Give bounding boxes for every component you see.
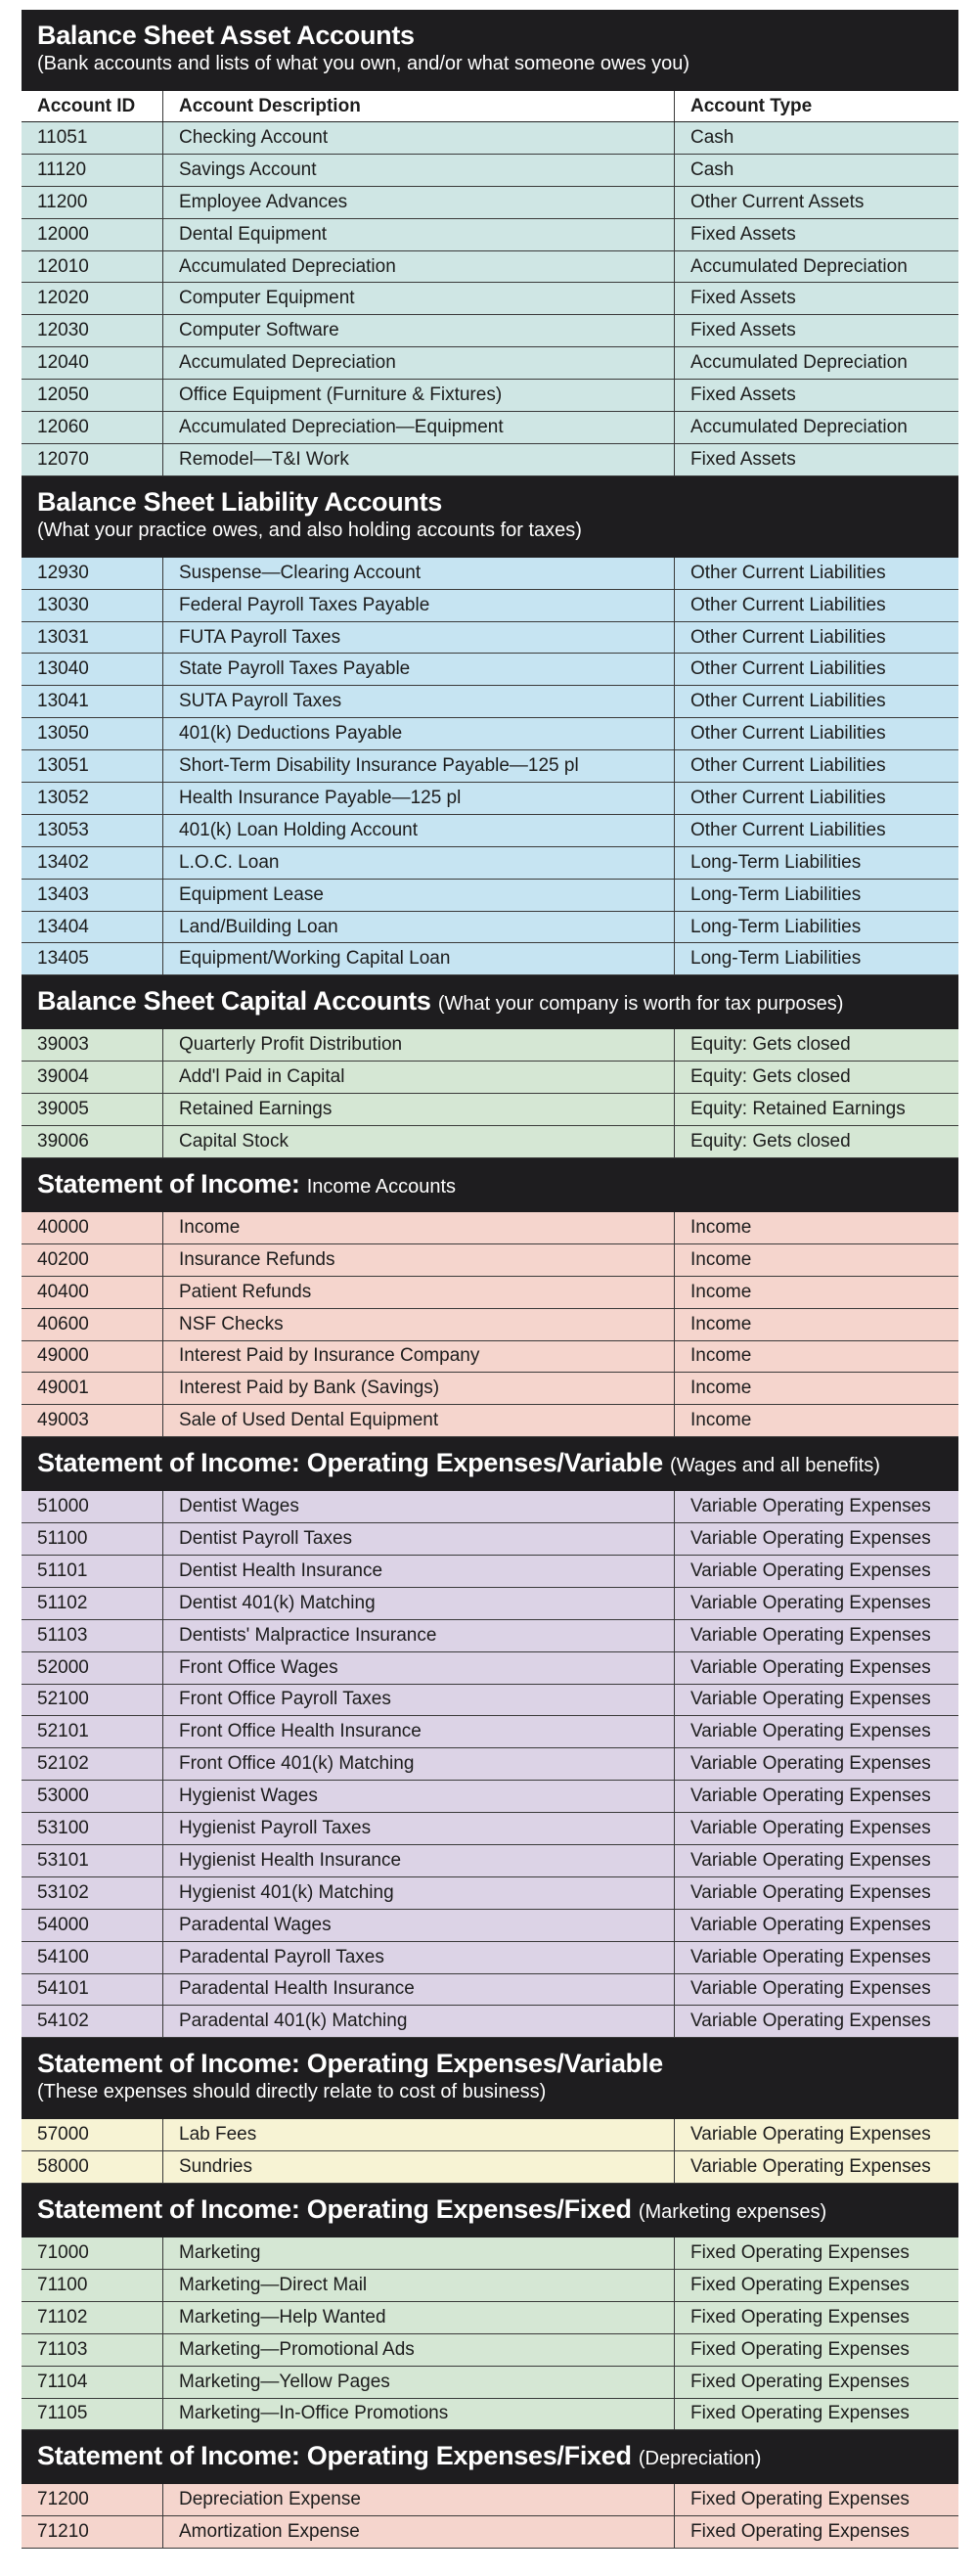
section-title [37,1446,958,1482]
section-title [37,2047,958,2080]
table-row [22,251,958,284]
account-id-cell: 52100 [22,1685,163,1716]
account-type-cell: Equity: Gets closed [690,1130,851,1152]
account-id-cell: 12020 [22,283,163,314]
table-row [22,654,958,686]
account-description-cell: 401(k) Loan Holding Account [163,815,675,846]
table-row [22,1244,958,1277]
account-type-cell: Long-Term Liabilities [690,916,862,937]
account-id-cell: 12030 [22,315,163,346]
account-id-cell: 12070 [22,444,163,475]
account-description-cell: Interest Paid by Bank (Savings) [163,1373,675,1404]
account-type-cell: Long-Term Liabilities [690,883,862,905]
table-row [22,1877,958,1910]
table-row [22,1277,958,1309]
account-id-cell: 52101 [22,1716,163,1747]
account-type-cell: Income [690,1248,752,1270]
account-type-cell: Other Current Liabilities [690,819,886,840]
account-type-cell: Fixed Operating Expenses [690,2242,910,2264]
table-row [22,1126,958,1158]
account-type-cell: Equity: Gets closed [690,1066,851,1088]
section-header [22,2430,958,2484]
account-id-cell: 13040 [22,654,163,685]
account-type-cell: Other Current Assets [690,191,865,212]
account-description-cell: FUTA Payroll Taxes [163,622,675,654]
account-description-cell: Land/Building Loan [163,912,675,943]
account-description-cell: L.O.C. Loan [163,847,675,879]
account-id-cell: 12010 [22,251,163,283]
section-title [37,2192,958,2229]
account-id-cell: 13053 [22,815,163,846]
account-type-cell: Fixed Operating Expenses [690,2306,910,2327]
account-id-cell: 40600 [22,1309,163,1340]
table-row [22,1212,958,1244]
table-row [22,1523,958,1556]
account-description-cell: Income [163,1212,675,1243]
account-description-cell: Sundries [163,2151,675,2183]
account-id-cell: 12050 [22,380,163,411]
account-description-cell: Suspense—Clearing Account [163,558,675,589]
account-description-cell: Depreciation Expense [163,2484,675,2515]
account-description-cell: Front Office Payroll Taxes [163,1685,675,1716]
account-id-cell: 13052 [22,783,163,814]
section-header [22,1437,958,1491]
account-description-cell: Marketing—Direct Mail [163,2270,675,2301]
account-type-cell: Other Current Liabilities [690,658,886,680]
account-description-cell: Accumulated Depreciation—Equipment [163,412,675,443]
table-row [22,880,958,912]
table-row [22,2484,958,2516]
account-description-cell: Hygienist Health Insurance [163,1845,675,1876]
table-row [22,1813,958,1845]
account-description-cell: Marketing—In-Office Promotions [163,2399,675,2430]
account-type-cell: Variable Operating Expenses [690,1624,931,1646]
account-description-cell: Savings Account [163,155,675,186]
account-type-cell: Accumulated Depreciation [690,255,908,277]
section-inline-note: (Depreciation) [638,2448,762,2470]
table-row [22,2119,958,2151]
account-description-cell: Paradental 401(k) Matching [163,2006,675,2037]
account-type-cell: Other Current Liabilities [690,691,886,712]
account-id-cell: 51101 [22,1556,163,1587]
account-id-cell: 39003 [22,1029,163,1061]
section-title [37,1167,958,1203]
table-row [22,1716,958,1748]
account-description-cell: Equipment/Working Capital Loan [163,943,675,974]
table-row [22,1373,958,1405]
account-id-cell: 71100 [22,2270,163,2301]
table-row [22,2237,958,2270]
account-id-cell: 40200 [22,1244,163,1276]
account-id-cell: 13030 [22,590,163,621]
section-title-text: Statement of Income: [37,1168,300,1198]
account-description-cell: Front Office Wages [163,1652,675,1684]
section-title-text: Statement of Income: Operating Expenses/Variable [37,2049,663,2079]
section-header [22,2038,958,2119]
account-description-cell: Office Equipment (Furniture & Fixtures) [163,380,675,411]
section-title-text: Statement of Income: Operating Expenses/Variable [37,1448,663,1478]
account-type-cell: Variable Operating Expenses [690,2011,931,2032]
account-description-cell: Computer Software [163,315,675,346]
section-header [22,975,958,1029]
account-type-cell: Variable Operating Expenses [690,1528,931,1549]
table-row [22,1341,958,1374]
account-type-cell: Variable Operating Expenses [690,1881,931,1903]
account-description-cell: Dentist Wages [163,1491,675,1522]
account-type-cell: Income [690,1313,752,1334]
table-row [22,1974,958,2007]
section-header [22,10,958,91]
account-type-cell: Long-Term Liabilities [690,948,862,970]
table-row [22,1094,958,1126]
table-row [22,187,958,219]
table-row [22,847,958,880]
column-header-row [22,91,958,122]
account-description-cell: Dentist Payroll Taxes [163,1523,675,1555]
account-id-cell: 54102 [22,2006,163,2037]
account-type-cell: Variable Operating Expenses [690,1849,931,1871]
account-type-cell: Equity: Gets closed [690,1034,851,1056]
account-type-cell: Variable Operating Expenses [690,1656,931,1678]
account-type-cell: Fixed Assets [690,223,796,245]
table-row [22,750,958,783]
account-id-cell: 54000 [22,1910,163,1941]
account-type-cell: Equity: Retained Earnings [690,1099,906,1120]
account-description-cell: Short-Term Disability Insurance Payable—125 pl [163,750,675,782]
account-description-cell: Dentists' Malpractice Insurance [163,1620,675,1651]
account-id-cell: 49003 [22,1405,163,1436]
account-type-cell: Variable Operating Expenses [690,1914,931,1935]
account-description-cell: Interest Paid by Insurance Company [163,1341,675,1373]
table-row [22,1309,958,1341]
account-id-cell: 58000 [22,2151,163,2183]
section-subtitle: (These expenses should directly relate to cost of business) [37,2081,547,2103]
account-id-cell: 12000 [22,219,163,250]
account-description-cell: Paradental Health Insurance [163,1974,675,2006]
section-title-text: Balance Sheet Liability Accounts [37,486,443,517]
account-id-cell: 54101 [22,1974,163,2006]
table-row [22,622,958,655]
account-type-cell: Variable Operating Expenses [690,1978,931,2000]
account-description-cell: Hygienist 401(k) Matching [163,1877,675,1909]
table-row [22,783,958,815]
table-row [22,815,958,847]
account-type-cell: Accumulated Depreciation [690,416,908,437]
table-row [22,412,958,444]
table-row [22,2516,958,2549]
account-type-cell: Other Current Liabilities [690,594,886,615]
account-type-cell: Variable Operating Expenses [690,1785,931,1807]
table-row [22,912,958,944]
account-type-cell: Variable Operating Expenses [690,1592,931,1613]
table-row [22,2302,958,2334]
account-id-cell: 53101 [22,1845,163,1876]
section-title-text: Balance Sheet Asset Accounts [37,21,415,50]
section-inline-note: (What your company is worth for tax purposes) [437,993,844,1016]
account-description-cell: Federal Payroll Taxes Payable [163,590,675,621]
section-title-text: Statement of Income: Operating Expenses/Fixed [37,2441,632,2471]
table-row [22,1556,958,1588]
account-id-cell: 39005 [22,1094,163,1125]
account-id-cell: 13403 [22,880,163,911]
table-row [22,718,958,750]
account-description-cell: Dentist 401(k) Matching [163,1588,675,1619]
account-id-cell: 13402 [22,847,163,879]
account-type-cell: Variable Operating Expenses [690,1689,931,1710]
table-row [22,1620,958,1652]
table-row [22,2367,958,2399]
table-row [22,380,958,412]
account-id-cell: 12930 [22,558,163,589]
account-id-cell: 12060 [22,412,163,443]
account-id-cell: 39004 [22,1062,163,1093]
section-inline-note: Income Accounts [306,1175,457,1198]
account-id-cell: 49001 [22,1373,163,1404]
account-type-cell: Income [690,1216,752,1238]
section-header [22,1158,958,1212]
account-type-cell: Other Current Liabilities [690,723,886,745]
account-description-cell: Dentist Health Insurance [163,1556,675,1587]
account-id-cell: 13404 [22,912,163,943]
account-id-cell: 51000 [22,1491,163,1522]
table-row [22,122,958,155]
section-subtitle: (What your practice owes, and also holding accounts for taxes) [37,519,582,541]
account-description-cell: Employee Advances [163,187,675,218]
table-row [22,1405,958,1437]
account-id-cell: 40000 [22,1212,163,1243]
account-description-cell: Hygienist Wages [163,1781,675,1812]
account-id-cell: 71102 [22,2302,163,2333]
account-description-cell: State Payroll Taxes Payable [163,654,675,685]
table-row [22,558,958,590]
account-description-cell: Marketing—Promotional Ads [163,2334,675,2366]
table-row [22,2399,958,2431]
table-row [22,2270,958,2302]
account-type-cell: Variable Operating Expenses [690,1721,931,1742]
table-row [22,1652,958,1685]
account-description-cell: SUTA Payroll Taxes [163,686,675,717]
account-id-cell: 39006 [22,1126,163,1157]
account-type-cell: Variable Operating Expenses [690,2124,931,2146]
table-row [22,2151,958,2184]
account-description-cell: Amortization Expense [163,2516,675,2548]
account-id-cell: 13050 [22,718,163,749]
section-title [37,485,958,519]
account-type-cell: Fixed Operating Expenses [690,2521,910,2543]
account-description-cell: Paradental Wages [163,1910,675,1941]
account-type-cell: Variable Operating Expenses [690,1753,931,1775]
account-description-cell: Add'l Paid in Capital [163,1062,675,1093]
account-description-cell: Dental Equipment [163,219,675,250]
account-type-cell: Income [690,1345,752,1367]
account-type-cell: Fixed Assets [690,320,796,341]
section-inline-note: (Marketing expenses) [638,2201,827,2224]
section-title-text: Balance Sheet Capital Accounts [37,986,431,1017]
account-type-cell: Variable Operating Expenses [690,1818,931,1839]
account-type-cell: Income [690,1281,752,1302]
table-row [22,1910,958,1942]
table-row [22,1062,958,1094]
account-id-cell: 71000 [22,2237,163,2269]
account-type-cell: Variable Operating Expenses [690,1496,931,1517]
account-type-cell: Fixed Assets [690,288,796,309]
account-type-cell: Income [690,1410,752,1431]
table-row [22,1748,958,1781]
account-type-cell: Other Current Liabilities [690,562,886,583]
account-id-cell: 11120 [22,155,163,186]
column-header-account-id: Account ID [22,91,163,121]
table-row [22,1781,958,1813]
account-description-cell: Computer Equipment [163,283,675,314]
account-description-cell: Health Insurance Payable—125 pl [163,783,675,814]
account-type-cell: Fixed Operating Expenses [690,2403,910,2424]
account-id-cell: 52000 [22,1652,163,1684]
account-type-cell: Income [690,1378,752,1399]
account-id-cell: 12040 [22,347,163,379]
account-description-cell: Marketing—Yellow Pages [163,2367,675,2398]
account-description-cell: Equipment Lease [163,880,675,911]
account-type-cell: Variable Operating Expenses [690,1559,931,1581]
account-description-cell: Paradental Payroll Taxes [163,1942,675,1973]
account-description-cell: Marketing [163,2237,675,2269]
account-id-cell: 51103 [22,1620,163,1651]
account-type-cell: Other Current Liabilities [690,626,886,648]
section-title [37,2439,958,2475]
account-id-cell: 13031 [22,622,163,654]
account-description-cell: Sale of Used Dental Equipment [163,1405,675,1436]
account-description-cell: 401(k) Deductions Payable [163,718,675,749]
table-row [22,686,958,718]
account-id-cell: 51102 [22,1588,163,1619]
column-header-account-type: Account Type [690,95,813,116]
column-header-account-description: Account Description [163,91,675,121]
table-row [22,315,958,347]
account-description-cell: Patient Refunds [163,1277,675,1308]
account-type-cell: Long-Term Liabilities [690,851,862,873]
table-row [22,1588,958,1620]
table-row [22,2006,958,2038]
table-row [22,590,958,622]
account-id-cell: 13041 [22,686,163,717]
section-title-text: Statement of Income: Operating Expenses/Fixed [37,2194,632,2225]
account-description-cell: Accumulated Depreciation [163,347,675,379]
table-row [22,1685,958,1717]
section-title [37,984,958,1020]
table-row [22,1029,958,1062]
account-id-cell: 71210 [22,2516,163,2548]
section-title [37,19,958,52]
account-description-cell: Marketing—Help Wanted [163,2302,675,2333]
table-row [22,1491,958,1523]
account-description-cell: Remodel—T&I Work [163,444,675,475]
account-id-cell: 71200 [22,2484,163,2515]
account-type-cell: Fixed Assets [690,384,796,406]
account-id-cell: 51100 [22,1523,163,1555]
account-id-cell: 53000 [22,1781,163,1812]
account-id-cell: 13405 [22,943,163,974]
table-row [22,283,958,315]
account-description-cell: Lab Fees [163,2119,675,2150]
account-id-cell: 53100 [22,1813,163,1844]
table-row [22,1942,958,1974]
table-row [22,2334,958,2367]
account-description-cell: Accumulated Depreciation [163,251,675,283]
account-type-cell: Fixed Operating Expenses [690,2489,910,2510]
section-header [22,476,958,558]
account-id-cell: 52102 [22,1748,163,1780]
section-subtitle: (Bank accounts and lists of what you own, and/or what someone owes you) [37,53,690,74]
account-id-cell: 71105 [22,2399,163,2430]
table-row [22,347,958,380]
table-row [22,444,958,476]
account-description-cell: Front Office Health Insurance [163,1716,675,1747]
chart-of-accounts-table [22,10,958,2549]
account-type-cell: Variable Operating Expenses [690,2156,931,2178]
account-type-cell: Cash [690,158,734,180]
account-type-cell: Other Current Liabilities [690,755,886,777]
table-row [22,1845,958,1877]
section-header [22,2184,958,2237]
account-description-cell: Quarterly Profit Distribution [163,1029,675,1061]
account-id-cell: 71104 [22,2367,163,2398]
account-description-cell: Hygienist Payroll Taxes [163,1813,675,1844]
account-id-cell: 40400 [22,1277,163,1308]
account-type-cell: Cash [690,126,734,148]
account-type-cell: Fixed Operating Expenses [690,2371,910,2392]
account-id-cell: 11051 [22,122,163,154]
account-type-cell: Fixed Assets [690,448,796,470]
table-row [22,219,958,251]
account-id-cell: 54100 [22,1942,163,1973]
account-id-cell: 13051 [22,750,163,782]
account-id-cell: 53102 [22,1877,163,1909]
account-description-cell: Checking Account [163,122,675,154]
account-id-cell: 57000 [22,2119,163,2150]
table-row [22,155,958,187]
table-row [22,943,958,975]
account-id-cell: 71103 [22,2334,163,2366]
account-type-cell: Other Current Liabilities [690,787,886,808]
account-description-cell: Retained Earnings [163,1094,675,1125]
account-type-cell: Fixed Operating Expenses [690,2338,910,2360]
account-type-cell: Fixed Operating Expenses [690,2274,910,2295]
account-type-cell: Accumulated Depreciation [690,352,908,374]
account-description-cell: Front Office 401(k) Matching [163,1748,675,1780]
account-id-cell: 11200 [22,187,163,218]
account-description-cell: Capital Stock [163,1126,675,1157]
account-description-cell: Insurance Refunds [163,1244,675,1276]
account-type-cell: Variable Operating Expenses [690,1946,931,1967]
section-inline-note: (Wages and all benefits) [670,1455,880,1477]
account-id-cell: 49000 [22,1341,163,1373]
account-description-cell: NSF Checks [163,1309,675,1340]
